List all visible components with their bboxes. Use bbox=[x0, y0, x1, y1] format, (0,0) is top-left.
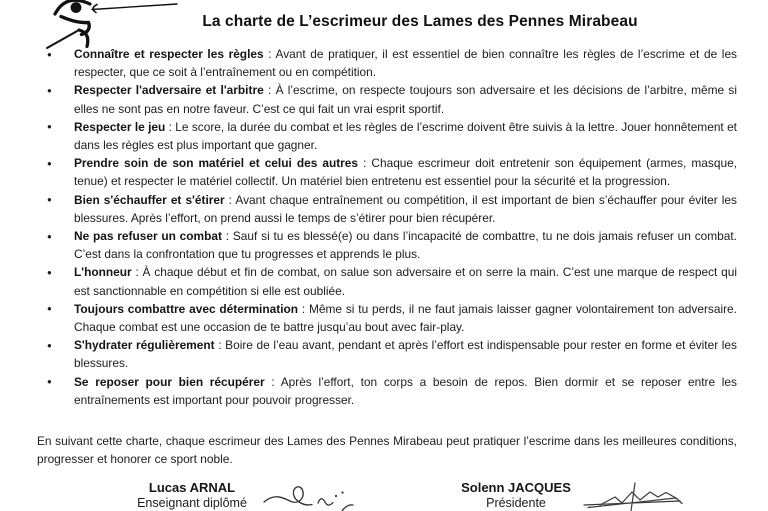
rule-text: À l’escrime, on respecte toujours son adversaire et les décisions de l’arbitre, même si elles ne sont pas en notre faveur. C’est ce qui fait un vrai esprit sportif. bbox=[74, 83, 737, 116]
rule-separator: : bbox=[358, 156, 372, 171]
rule-text: À chaque début et fin de combat, on salue son adversaire et on serre la main. C’est une marque de respect qui est sanctionnable en compétition si elle est oubliée. bbox=[74, 265, 737, 298]
rule-heading: L'honneur bbox=[74, 265, 132, 280]
rule-heading: Prendre soin de son matériel et celui des autres bbox=[74, 156, 359, 171]
rule-separator: : bbox=[214, 338, 226, 353]
rule-item bbox=[37, 191, 737, 227]
rule-text: Avant de pratiquer, il est essentiel de bien connaître les règles de l’escrime et de les respecter, que ce soit à l’entraînement ou en compétition. bbox=[74, 47, 738, 80]
signature-scribble-right bbox=[578, 478, 710, 511]
rule-item bbox=[37, 154, 737, 190]
rules-list bbox=[37, 45, 737, 409]
rule-separator: : bbox=[131, 265, 143, 280]
rule-separator: : bbox=[263, 83, 276, 98]
rule-item bbox=[37, 81, 737, 117]
rule-item bbox=[37, 263, 737, 299]
rule-item bbox=[37, 336, 737, 372]
rule-heading: Respecter le jeu bbox=[74, 119, 166, 134]
rule-item bbox=[37, 118, 737, 154]
signature-scribble-left bbox=[256, 480, 374, 511]
signer-block-left bbox=[117, 480, 267, 511]
rule-item bbox=[37, 373, 737, 409]
signer-name: Lucas ARNAL bbox=[148, 480, 236, 495]
rule-text: Après l’effort, ton corps a besoin de repos. Bien dormir et se reposer entre les entraînements est important pour pouvoir progresser. bbox=[74, 374, 737, 407]
rule-separator: : bbox=[298, 301, 309, 316]
rule-text: Le score, la durée du combat et les règles de l’escrime doivent être suivis à la lettre. Jouer honnêtement et dans les règles est plus important que gagner. bbox=[74, 119, 737, 153]
rule-separator: : bbox=[264, 374, 281, 389]
rule-heading: Respecter l'adversaire et l'arbitre bbox=[74, 83, 264, 98]
rule-separator: : bbox=[263, 47, 276, 61]
rule-heading: S'hydrater régulièrement bbox=[74, 338, 215, 353]
signer-name: Solenn JACQUES bbox=[461, 480, 571, 495]
rule-heading: Se reposer pour bien récupérer bbox=[74, 374, 265, 389]
rule-heading: Toujours combattre avec détermination bbox=[74, 301, 299, 316]
rule-heading: Connaître et respecter les règles bbox=[74, 47, 264, 61]
rule-text: Sauf si tu es blessé(e) ou dans l’incapacité de combattre, tu ne dois jamais refuser un combat. C’est dans la confrontation que tu progresses et apprends le plus. bbox=[74, 229, 737, 262]
rule-text: Même si tu perds, il ne faut jamais laisser gagner volontairement ton adversaire. Chaque combat est une occasion de te battre jusqu’au bout avec fair-play. bbox=[74, 301, 737, 335]
signature-row bbox=[0, 470, 768, 511]
rule-item bbox=[37, 300, 737, 336]
rule-heading: Bien s'échauffer et s'étirer bbox=[74, 192, 225, 207]
signer-role: Enseignant diplômé bbox=[137, 496, 247, 510]
page-title: La charte de L’escrimeur des Lames des Pennes Mirabeau bbox=[202, 13, 638, 30]
rule-text: Avant chaque entraînement ou compétition, il est important de bien s’échauffer pour éviter les blessures. Après l’effort, on prend aussi le temps de s’étirer pour bien récupérer. bbox=[74, 192, 737, 225]
closing-paragraph: En suivant cette charte, chaque escrimeur des Lames des Pennes Mirabeau peut pratiquer l’escrime dans les meilleures conditions, progresser et honorer ce sport noble. bbox=[37, 434, 737, 467]
rule-separator: : bbox=[221, 229, 233, 244]
rule-text: Chaque escrimeur doit entretenir son équipement (armes, masque, tenue) et respecter le matériel collectif. Un matériel bien entretenu est essentiel pour la sécurité et la progression. bbox=[74, 156, 737, 189]
rule-text: Boire de l’eau avant, pendant et après l’effort est indispensable pour rester en forme et éviter les blessures. bbox=[74, 338, 737, 371]
rule-separator: : bbox=[224, 192, 236, 207]
rule-heading: Ne pas refuser un combat bbox=[74, 229, 222, 244]
rule-separator: : bbox=[165, 119, 176, 134]
rule-item bbox=[37, 45, 737, 81]
rule-item bbox=[37, 227, 737, 263]
signer-role: Présidente bbox=[486, 496, 546, 510]
signer-block-right bbox=[441, 480, 591, 511]
